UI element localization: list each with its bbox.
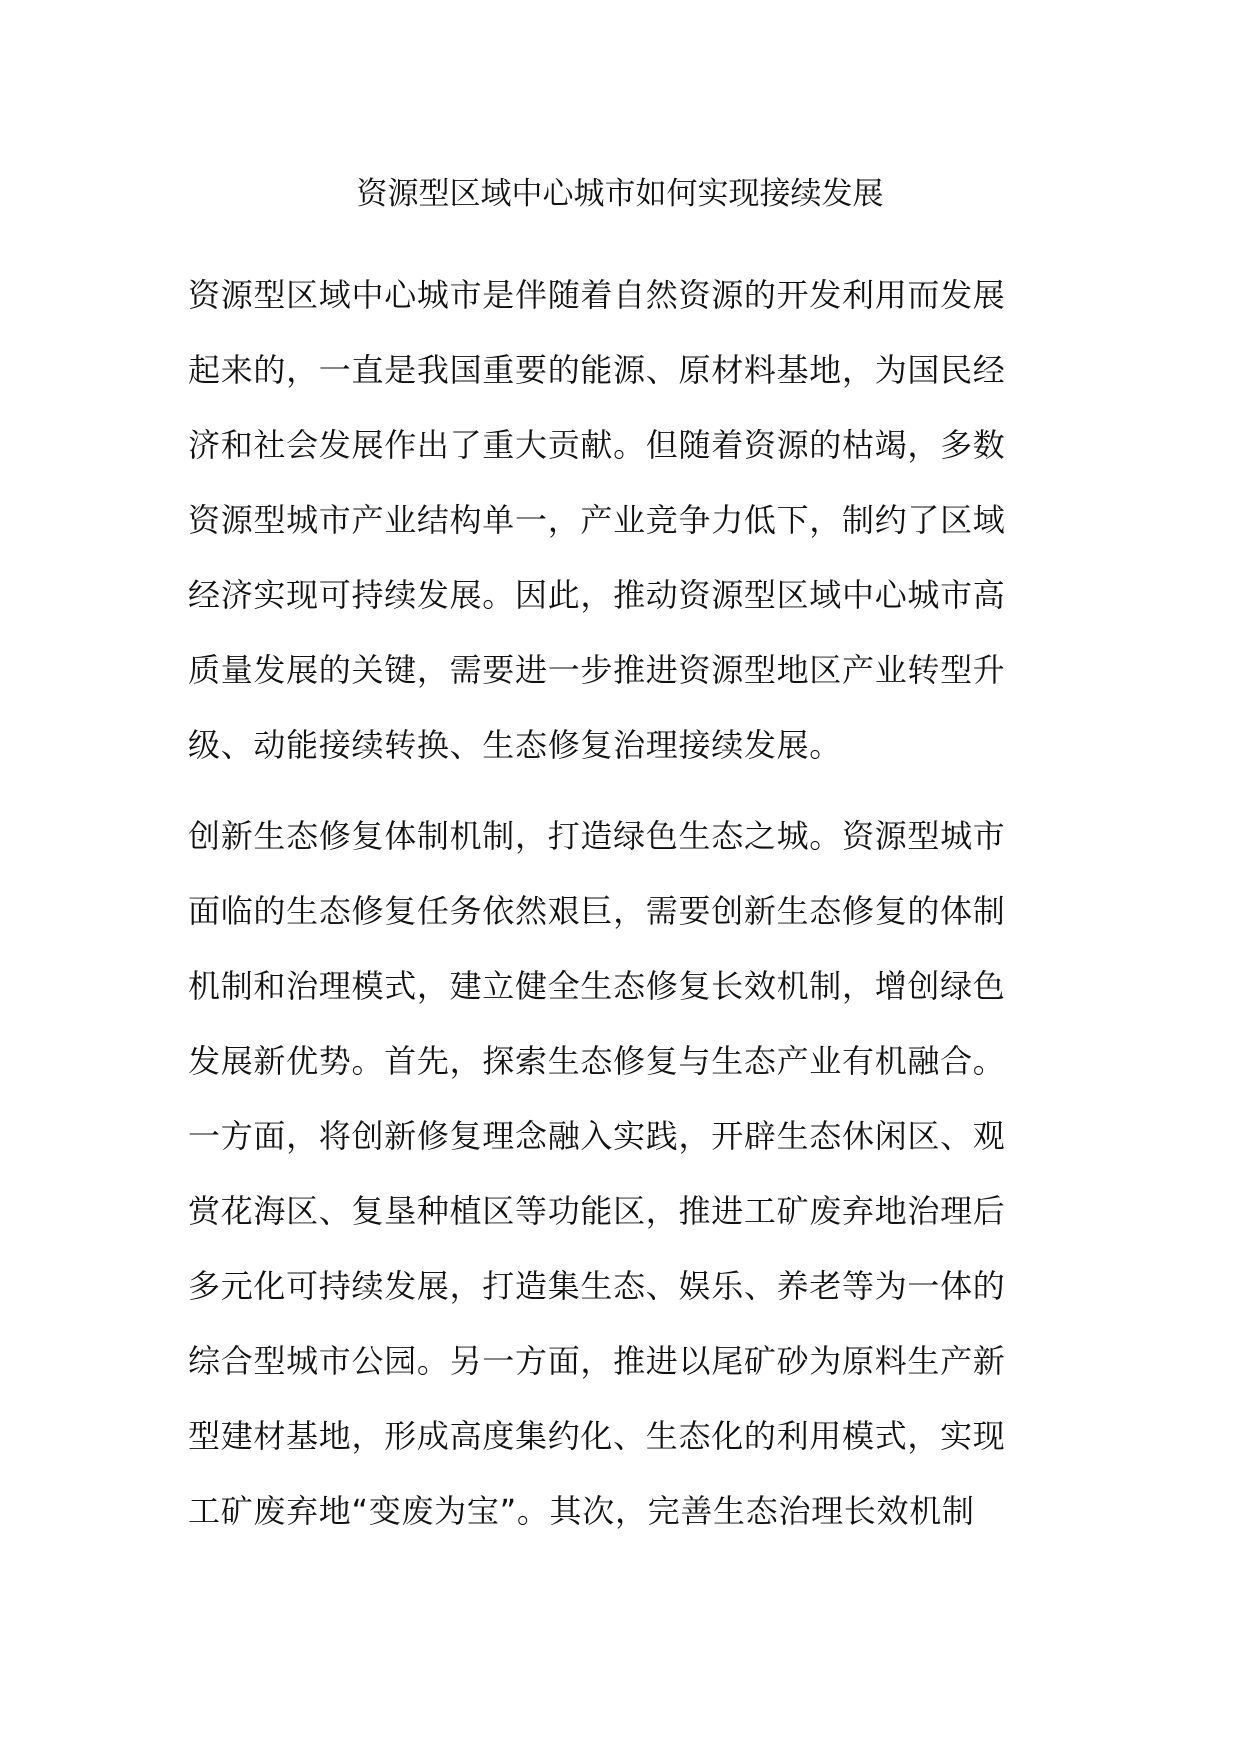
text-line: 型建材基地，形成高度集约化、生态化的利用模式，实现	[188, 1417, 1006, 1455]
paragraph-spacing	[188, 783, 1056, 799]
text-line: 赏花海区、复垦种植区等功能区，推进工矿废弃地治理后	[188, 1192, 1006, 1230]
text-line: 创新生态修复体制机制，打造绿色生态之城。资源型城市	[188, 817, 1006, 855]
text-line: 经济实现可持续发展。因此，推动资源型区域中心城市高	[188, 576, 1006, 614]
text-line: 机制和治理模式，建立健全生态修复长效机制，增创绿色	[188, 967, 1006, 1005]
text-line: 多元化可持续发展，打造集生态、娱乐、养老等为一体的	[188, 1267, 1006, 1305]
text-line: 资源型区域中心城市是伴随着自然资源的开发利用而发展	[188, 276, 1006, 314]
text-line: 质量发展的关键，需要进一步推进资源型地区产业转型升	[188, 651, 1006, 689]
text-line: 综合型城市公园。另一方面，推进以尾矿砂为原料生产新	[188, 1342, 1006, 1380]
page-title: 资源型区域中心城市如何实现接续发展	[356, 176, 884, 212]
paragraph-1	[188, 258, 1056, 783]
text-line: 发展新优势。首先，探索生态修复与生态产业有机融合。	[188, 1042, 1006, 1080]
document-body	[188, 258, 1056, 1549]
text-line: 一方面，将创新修复理念融入实践，开辟生态休闲区、观	[188, 1117, 1006, 1155]
paragraph-2	[188, 799, 1056, 1549]
text-line: 面临的生态修复任务依然艰巨，需要创新生态修复的体制	[188, 892, 1006, 930]
text-line: 工矿废弃地“变废为宝”。其次，完善生态治理长效机制	[188, 1492, 975, 1530]
text-line: 级、动能接续转换、生态修复治理接续发展。	[188, 726, 843, 764]
text-line: 济和社会发展作出了重大贡献。但随着资源的枯竭，多数	[188, 426, 1006, 464]
text-line: 起来的，一直是我国重要的能源、原材料基地，为国民经	[188, 351, 1006, 389]
text-line: 资源型城市产业结构单一，产业竞争力低下，制约了区域	[188, 501, 1006, 539]
